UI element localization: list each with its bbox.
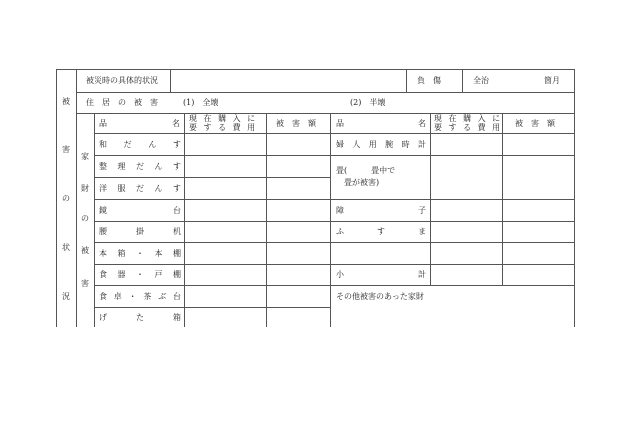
household-label-char: 害	[81, 279, 89, 288]
item-name: ふ す ま	[336, 227, 426, 236]
side-label-char: 状	[62, 243, 70, 252]
side-label-char: の	[62, 194, 70, 203]
housing-damage-label: 住 居 の 被 害	[86, 98, 158, 107]
line	[76, 92, 574, 93]
line	[94, 199, 330, 200]
header-item: 品	[336, 119, 344, 128]
side-label-char: 被	[62, 97, 70, 106]
household-label-char: 被	[81, 246, 89, 255]
item-name: げ た 箱	[99, 313, 181, 322]
header-damage: 被 害 額	[515, 119, 555, 128]
household-label-char: 財	[81, 184, 89, 193]
line	[330, 199, 574, 200]
line	[330, 242, 574, 243]
line	[330, 285, 574, 286]
header-item: 品	[99, 119, 107, 128]
line	[94, 133, 330, 134]
line	[406, 69, 407, 92]
item-name: 食 卓 ・ 茶 ぶ 台	[99, 292, 181, 301]
half-collapse-option: (2) 半壊	[350, 98, 386, 107]
recovery-label: 全治	[473, 76, 489, 85]
subtotal-label: 小 計	[336, 270, 426, 279]
line	[330, 113, 331, 327]
line	[330, 221, 574, 222]
side-label-char: 況	[62, 292, 70, 301]
line	[94, 307, 330, 308]
line	[76, 69, 77, 327]
item-name: 鏡 台	[99, 206, 181, 215]
item-name: 食 器 ・ 戸 棚	[99, 270, 181, 279]
line	[330, 264, 574, 265]
item-name: 障 子	[336, 206, 426, 215]
item-name: 和 だ ん す	[99, 140, 181, 149]
line	[430, 113, 431, 285]
line	[94, 177, 330, 178]
other-items-label: その他被害のあった家財	[336, 292, 424, 301]
line	[574, 69, 575, 327]
item-name: 腰 掛 机	[99, 227, 181, 236]
item-name: 本 箱 ・ 本 棚	[99, 249, 181, 258]
line	[170, 69, 171, 92]
line	[94, 155, 330, 156]
line	[94, 264, 330, 265]
full-collapse-option: (1) 全壊	[183, 98, 219, 107]
injury-label: 負 傷	[417, 76, 441, 85]
line	[184, 113, 185, 327]
line	[330, 133, 574, 134]
line	[94, 285, 330, 286]
tatami-label: 畳( 畳中で	[336, 166, 396, 175]
line	[502, 113, 503, 285]
months-label: 箇月	[544, 76, 560, 85]
item-name: 整 理 だ ん す	[99, 162, 181, 171]
line	[94, 113, 95, 327]
situation-label: 被災時の具体的状況	[86, 76, 158, 85]
line	[462, 69, 463, 92]
header-cost: 現 在 購 入 に 要 す る 費 用	[434, 114, 503, 132]
header-cost: 現 在 購 入 に 要 す る 費 用	[189, 114, 258, 132]
header-damage: 被 害 額	[276, 119, 316, 128]
line	[266, 113, 267, 327]
side-label-char: 害	[62, 145, 70, 154]
tatami-label-line2: 畳が被害)	[344, 178, 380, 187]
item-name: 洋 服 だ ん す	[99, 184, 181, 193]
household-label-char: 家	[81, 152, 89, 161]
item-name: 婦 人 用 腕 時 計	[336, 140, 426, 149]
header-name: 名	[172, 119, 180, 128]
line	[94, 242, 330, 243]
line	[330, 155, 574, 156]
line	[56, 69, 574, 70]
line	[56, 69, 57, 327]
line	[94, 221, 330, 222]
header-name: 名	[418, 119, 426, 128]
household-label-char: の	[81, 214, 89, 223]
